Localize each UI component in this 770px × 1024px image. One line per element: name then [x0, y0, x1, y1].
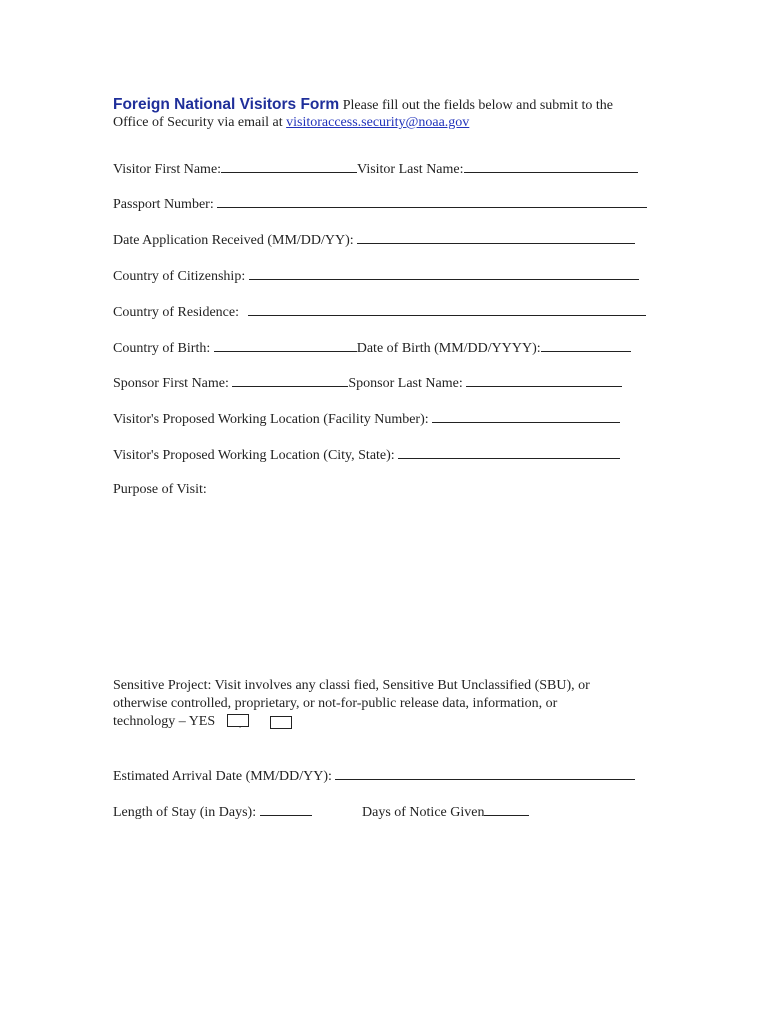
- sensitive-line-2: otherwise controlled, proprietary, or not-for-public release data, information, or: [113, 696, 558, 711]
- birth-country-label: Country of Birth:: [113, 341, 211, 356]
- sensitive-line-3: [113, 713, 244, 731]
- city-state-label: Visitor's Proposed Working Location (City, State):: [113, 448, 395, 463]
- arrival-field[interactable]: [335, 766, 635, 780]
- intro-text-1: Please fill out the fields below and submit to the: [342, 98, 613, 113]
- security-email-link[interactable]: visitoraccess.security@noaa.gov: [286, 115, 470, 130]
- citizenship-label: Country of Citizenship:: [113, 269, 246, 284]
- date-received-row: [113, 230, 635, 250]
- residence-field[interactable]: [248, 302, 646, 316]
- length-field[interactable]: [260, 802, 312, 816]
- first-name-label: Visitor First Name:: [113, 162, 222, 177]
- purpose-label: Purpose of Visit:: [113, 482, 207, 497]
- yes-checkbox[interactable]: [227, 714, 249, 727]
- passport-label: Passport Number:: [113, 197, 214, 212]
- city-state-row: [113, 445, 620, 465]
- date-received-field[interactable]: [357, 230, 635, 244]
- residence-row: [113, 302, 646, 322]
- form-title: Foreign National Visitors Form: [113, 96, 340, 113]
- last-name-label: Visitor Last Name:: [357, 162, 464, 177]
- birth-row: [113, 338, 631, 358]
- last-name-field[interactable]: [464, 159, 638, 173]
- no-checkbox[interactable]: [270, 716, 292, 729]
- sponsor-first-label: Sponsor First Name:: [113, 376, 229, 391]
- sponsor-row: [113, 373, 622, 393]
- notice-field[interactable]: [484, 802, 529, 816]
- notice-label: Days of Notice Given: [362, 805, 485, 820]
- first-name-field[interactable]: [221, 159, 357, 173]
- sensitive-line-1: Sensitive Project: Visit involves any classi fied, Sensitive But Unclassified (SBU), or: [113, 678, 590, 693]
- form-header-line-1: [113, 96, 613, 115]
- purpose-row: [113, 481, 207, 499]
- birth-date-label: Date of Birth (MM/DD/YYYY):: [356, 341, 541, 356]
- name-row: [113, 159, 638, 179]
- facility-row: [113, 409, 620, 429]
- length-label: Length of Stay (in Days):: [113, 805, 257, 820]
- passport-row: [113, 194, 647, 214]
- date-received-label: Date Application Received (MM/DD/YY):: [113, 233, 354, 248]
- residence-label: Country of Residence:: [113, 305, 239, 320]
- sponsor-last-field[interactable]: [466, 373, 622, 387]
- sponsor-last-label: Sponsor Last Name:: [348, 376, 463, 391]
- arrival-label: Estimated Arrival Date (MM/DD/YY):: [113, 769, 332, 784]
- city-state-field[interactable]: [398, 445, 620, 459]
- arrival-row: [113, 766, 635, 786]
- birth-country-field[interactable]: [214, 338, 357, 352]
- sponsor-first-field[interactable]: [232, 373, 348, 387]
- yes-label: technology – YES: [113, 714, 216, 729]
- birth-date-field[interactable]: [541, 338, 631, 352]
- citizenship-row: [113, 266, 639, 286]
- purpose-text-area[interactable]: [113, 502, 658, 662]
- citizenship-field[interactable]: [249, 266, 639, 280]
- notice-row: [362, 802, 529, 822]
- intro-text-2: Office of Security via email at: [113, 115, 283, 130]
- facility-field[interactable]: [432, 409, 620, 423]
- passport-field[interactable]: [217, 194, 647, 208]
- facility-label: Visitor's Proposed Working Location (Facility Number):: [113, 412, 429, 427]
- form-header-line-2: [113, 114, 469, 132]
- length-row: [113, 802, 312, 822]
